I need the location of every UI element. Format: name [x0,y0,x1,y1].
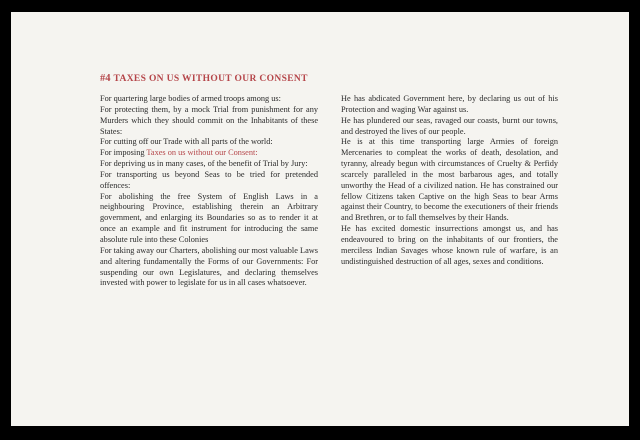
paragraph: For depriving us in many cases, of the benefit of Trial by Jury: [100,159,308,169]
section-heading [100,73,330,84]
paragraph: He has abdicated Government here, by declaring us out of his Protection and waging War against us. [341,94,558,114]
right-column [341,94,558,268]
paragraph: For taking away our Charters, abolishing our most valuable Laws and altering fundamentally the Forms of our Governments: For suspending our own Legislatures, and declaring themselves invested with power to legislate for us in all cases whatsoever. [100,245,318,288]
paragraph: He has excited domestic insurrections amongst us, and has endeavoured to bring on the inhabitants of our frontiers, the merciless Indian Savages whose known rule of warfare, is an undistinguished destruction of all ages, sexes and conditions. [341,224,558,266]
paragraph-prefix: For imposing [100,148,147,158]
paragraph: For protecting them, by a mock Trial from punishment for any Murders which they should commit on the Inhabitants of these States: [100,104,318,136]
left-column [100,94,318,289]
heading-number: #4 [100,73,111,84]
paragraph: For transporting us beyond Seas to be tried for pretended offences: [100,169,318,190]
highlighted-phrase: Taxes on us without our Consent [146,148,256,158]
paragraph: For cutting off our Trade with all parts of the world: [100,137,273,147]
paragraph-highlight [100,148,318,159]
paragraph: He is at this time transporting large Armies of foreign Mercenaries to compleat the works of death, desolation, and tyranny, already begun with circumstances of Cruelty & Perfidy scarcely paralleled in the most barbarous ages, and totally unworthy the Head of a civilized nation. He has constrained our fellow Citizens taken Captive on the high Seas to bear Arms against their Country, to become the executioners of their friends and Brethren, or to fall themselves by their Hands. [341,137,558,223]
paragraph: For quartering large bodies of armed troops among us: [100,94,281,103]
paragraph: He has plundered our seas, ravaged our coasts, burnt our towns, and destroyed the lives of our people. [341,115,558,136]
paragraph: For abolishing the free System of English Laws in a neighbouring Province, establishing therein an Arbitrary government, and enlarging its Boundaries so as to render it at once an example and fit instrument for introducing the same absolute rule into these Colonies [100,191,318,244]
paragraph-suffix: : [255,148,258,158]
heading-title: TAXES ON US WITHOUT OUR CONSENT [113,74,308,84]
